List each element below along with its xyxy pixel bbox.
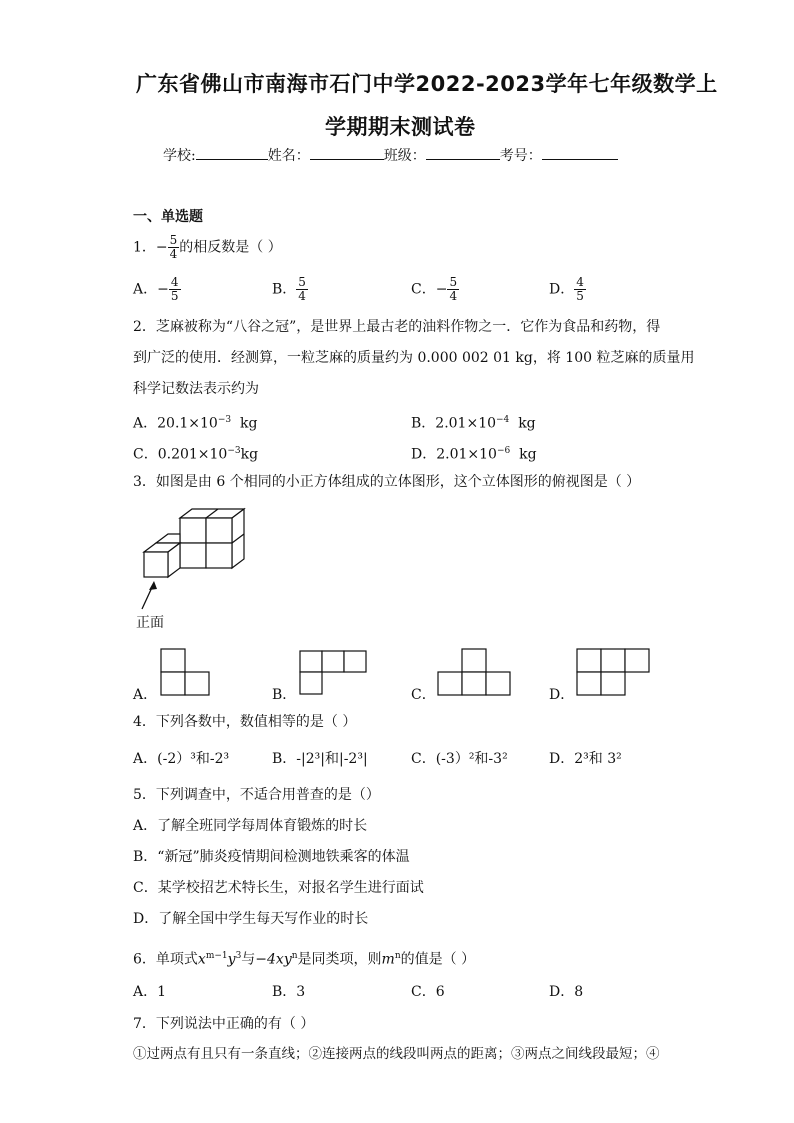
option-label: D．	[411, 446, 437, 463]
option-label: A．	[133, 751, 158, 767]
option-label: B．	[272, 281, 297, 298]
school-blank[interactable]	[196, 145, 268, 160]
class-label: 班级：	[383, 148, 426, 164]
q6-option-b[interactable]	[272, 983, 305, 1001]
frac-num: 5	[449, 275, 458, 289]
q4-text: 4．下列各数中，数值相等的是（ ）	[133, 714, 357, 730]
option-text: (-3）²和-3²	[435, 751, 508, 767]
option-label: B．	[411, 415, 436, 432]
option-sign: −	[435, 281, 448, 298]
doc-title-line1: 广东省佛山市南海市石门中学2022-2023学年七年级数学上	[136, 72, 718, 96]
front-face	[180, 543, 206, 568]
q3-option-c-figure[interactable]	[437, 648, 511, 696]
option-exp: −6	[496, 446, 511, 456]
q4-option-d[interactable]	[549, 750, 622, 768]
option-base: 2.01×10	[436, 446, 497, 463]
frac-num: 4	[576, 275, 584, 289]
q1-text: 的相反数是（ ）	[179, 239, 282, 256]
option-label: C．	[411, 751, 436, 767]
grid-cell	[344, 651, 366, 672]
grid-cell	[462, 672, 486, 695]
name-label: 姓名：	[267, 148, 310, 164]
q1-minus: −	[155, 239, 168, 256]
option-exp: −4	[496, 415, 510, 425]
option-fraction	[447, 276, 459, 303]
option-label: C．	[133, 446, 158, 463]
front-face	[180, 518, 206, 543]
q7-statements: ①过两点有且只有一条直线；②连接两点的线段叫两点的距离；③两点之间线段最短；④	[133, 1046, 660, 1062]
option-text: 1	[157, 984, 167, 1000]
q1-option-b[interactable]	[272, 276, 308, 303]
option-fraction	[296, 276, 308, 303]
option-base: 20.1×10	[157, 415, 218, 432]
q6-option-c[interactable]	[411, 983, 445, 1001]
option-unit: kg	[518, 415, 536, 432]
q1-option-a[interactable]	[133, 276, 181, 303]
q1-option-c[interactable]	[411, 276, 459, 303]
grid-cell	[625, 649, 649, 672]
q5-text: 5．下列调查中，不适合用普查的是（）	[133, 787, 380, 803]
q4-option-b[interactable]	[272, 750, 368, 768]
frac-den: 5	[576, 289, 584, 303]
option-sign: −	[157, 281, 169, 298]
q2-option-a[interactable]	[133, 411, 257, 433]
option-base: 0.201×10	[157, 446, 228, 463]
q6-exp-mn: n	[394, 951, 401, 961]
option-unit: kg	[240, 446, 259, 463]
q6-exp-n: n	[291, 951, 298, 961]
option-fraction	[574, 276, 586, 303]
school-label: 学校:	[163, 148, 196, 164]
frac-den: 4	[298, 289, 306, 303]
grid-cell	[300, 651, 322, 672]
student-info-line	[163, 145, 618, 165]
option-label: A．	[133, 281, 158, 298]
frac-den: 5	[170, 289, 179, 303]
frac-den: 4	[449, 289, 458, 303]
cube-solid-figure	[130, 505, 260, 615]
exam-no-label: 考号：	[499, 148, 542, 164]
option-label: D．	[549, 751, 575, 767]
front-face	[144, 552, 168, 577]
grid-cell	[185, 672, 209, 695]
q6-text	[133, 947, 475, 969]
q6-option-d[interactable]	[549, 983, 583, 1001]
q4-option-a[interactable]	[133, 750, 229, 768]
q7-text: 7．下列说法中正确的有（ ）	[133, 1016, 315, 1032]
option-label: A．	[133, 984, 158, 1000]
option-unit: kg	[240, 415, 258, 432]
option-text: 3	[296, 984, 306, 1000]
grid-cell	[601, 649, 625, 672]
q3-option-a-figure[interactable]	[160, 648, 212, 696]
grid-cell	[577, 672, 601, 695]
option-label: D．	[549, 281, 575, 298]
option-label: C．	[411, 281, 436, 298]
option-label: B．	[272, 751, 297, 767]
q5-option-c[interactable]: C．某学校招艺术特长生，对报名学生进行面试	[133, 880, 424, 896]
q2-option-c[interactable]	[133, 442, 258, 464]
option-text: 8	[574, 984, 584, 1000]
q3-option-b-figure[interactable]	[299, 650, 369, 696]
front-face	[206, 543, 232, 568]
option-base: 2.01×10	[435, 415, 497, 432]
option-label: A．	[133, 415, 158, 432]
option-text: 2³和 3²	[574, 751, 622, 767]
frac-num: 4	[170, 275, 179, 289]
option-text: 6	[435, 984, 445, 1000]
grid-cell	[438, 672, 462, 695]
grid-cell	[601, 672, 625, 695]
front-label: 正面	[136, 615, 164, 631]
q2-line1: 2．芝麻被称为“八谷之冠”，是世界上最古老的油料作物之一．它作为食品和药物，得	[133, 319, 661, 335]
q4-option-c[interactable]	[411, 750, 508, 768]
grid-cell	[462, 649, 486, 672]
grid-cell	[161, 672, 185, 695]
section-heading: 一、单选题	[133, 209, 203, 225]
q6-connector: 与	[241, 951, 256, 968]
option-exp: −3	[227, 446, 241, 456]
q2-option-d[interactable]	[411, 442, 537, 464]
q6-option-a[interactable]	[133, 983, 166, 1001]
option-text: (-2）³和-2³	[157, 751, 230, 767]
q6-exp-m1: m−1	[205, 951, 228, 961]
q3-option-a-label[interactable]: A．	[133, 687, 158, 703]
frac-num: 5	[298, 275, 306, 289]
q3-option-d-label[interactable]: D．	[549, 687, 575, 703]
option-text: -|2³|和|-2³|	[296, 751, 368, 767]
q5-option-a[interactable]: A．了解全班同学每周体育锻炼的时长	[133, 818, 368, 834]
option-label: C．	[411, 984, 436, 1000]
name-blank[interactable]	[310, 145, 384, 160]
q1-frac-num: 5	[169, 233, 178, 247]
q6-term2: −4xy	[255, 951, 292, 968]
q6-var-y: y	[227, 951, 236, 968]
q1-option-d[interactable]	[549, 276, 586, 303]
q6-prefix: 6．单项式	[133, 951, 198, 968]
doc-title-line2: 学期期末测试卷	[325, 115, 476, 139]
q1-number: 1．	[133, 239, 156, 256]
q3-option-b-label[interactable]: B．	[272, 687, 297, 703]
q6-exp-3: 3	[235, 951, 242, 961]
option-fraction	[169, 276, 181, 303]
q2-line2: 到广泛的使用．经测算，一粒芝麻的质量约为 0.000 002 01 kg，将 100 粒芝麻的质量用	[133, 350, 695, 366]
grid-cell	[577, 649, 601, 672]
top-face	[156, 534, 180, 543]
q6-var-m: m	[381, 951, 395, 968]
question-1	[133, 234, 282, 261]
option-exp: −3	[217, 415, 232, 425]
grid-cell	[300, 672, 322, 694]
option-unit: kg	[519, 446, 537, 463]
q6-middle: 是同类项，则	[297, 951, 382, 968]
q1-frac-den: 4	[169, 247, 178, 261]
q3-text: 3．如图是由 6 个相同的小正方体组成的立体图形，这个立体图形的俯视图是（ ）	[133, 474, 641, 490]
q5-option-b[interactable]: B．“新冠”肺炎疫情期间检测地铁乘客的体温	[133, 849, 410, 865]
q5-option-d[interactable]: D．了解全国中学生每天写作业的时长	[133, 911, 369, 927]
grid-cell	[161, 649, 185, 672]
exam-no-blank[interactable]	[542, 145, 618, 160]
front-face	[206, 518, 232, 543]
option-label: B．	[272, 984, 297, 1000]
class-blank[interactable]	[426, 145, 500, 160]
grid-cell	[322, 651, 344, 672]
q3-option-c-label[interactable]: C．	[411, 687, 436, 703]
q3-option-d-figure[interactable]	[576, 648, 652, 696]
q2-option-b[interactable]	[411, 411, 536, 433]
grid-cell	[486, 672, 510, 695]
q6-var-x: x	[197, 951, 206, 968]
arrow-head-icon	[149, 581, 157, 590]
option-label: D．	[549, 984, 575, 1000]
q2-line3: 科学记数法表示约为	[133, 381, 259, 397]
q6-suffix: 的值是（ ）	[400, 951, 476, 968]
q1-fraction	[168, 234, 180, 261]
